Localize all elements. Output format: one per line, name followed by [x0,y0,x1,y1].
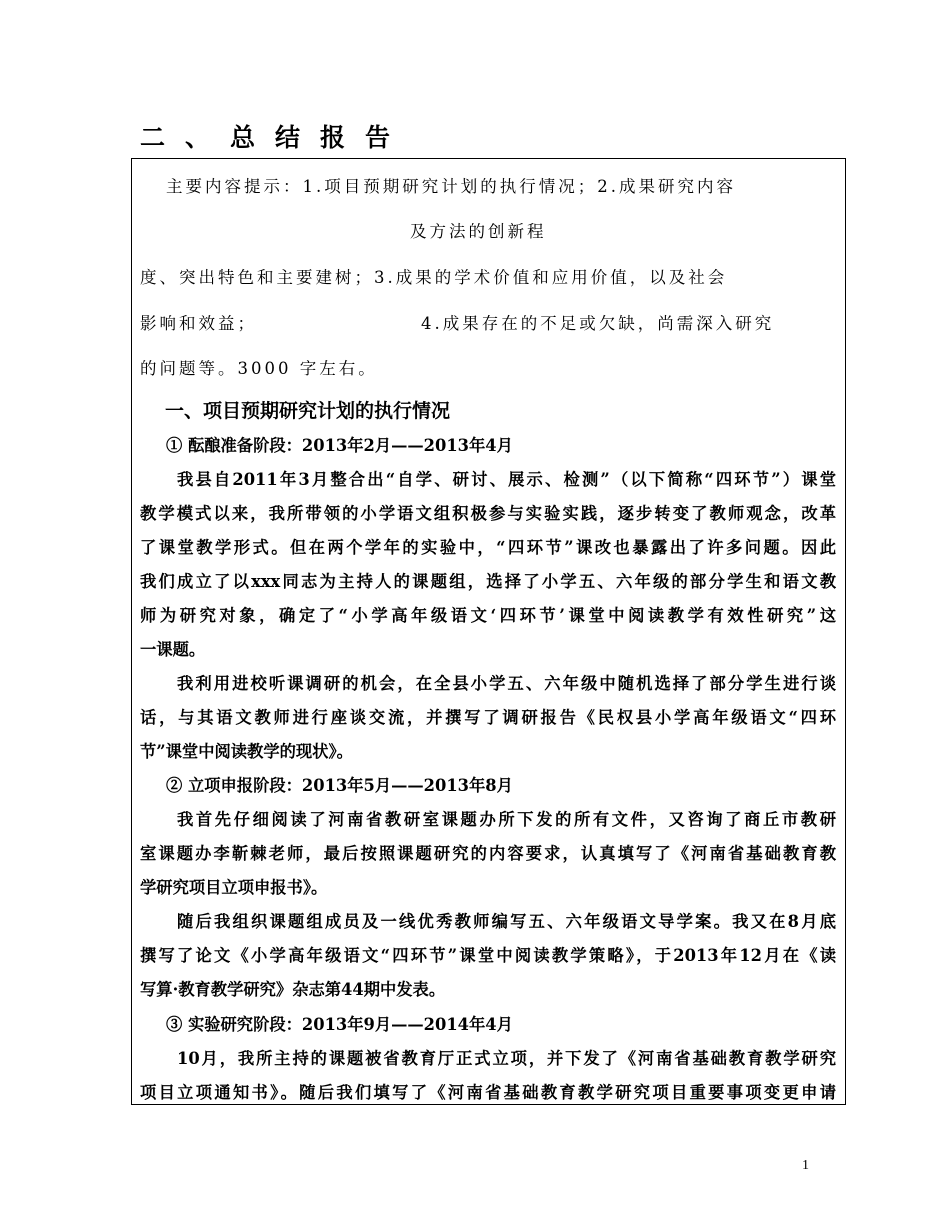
body-line: 写算·教育教学研究》杂志第44期中发表。 [140,980,446,999]
stage-3-title: ③ 实验研究阶段：2013年9月——2014年4月 [166,1015,513,1034]
body-line: 我县自2011年3月整合出“自学、研讨、展示、检测”（以下简称“四环节”）课堂 [177,470,836,489]
hint-line-2: 及方法的创新程 [410,222,547,241]
body-line: 我利用进校听课调研的机会，在全县小学五、六年级中随机选择了部分学生进行谈 [177,674,836,693]
body-line: 话，与其语文教师进行座谈交流，并撰写了调研报告《民权县小学高年级语文“四环 [140,708,836,727]
page-number: 1 [802,1158,809,1173]
section-title: 一、项目预期研究计划的执行情况 [165,400,451,422]
hint-line-5: 的问题等。3000 字左右。 [140,359,378,378]
body-line: 撰写了论文《小学高年级语文“四环节”课堂中阅读教学策略》，于2013年12月在《读 [140,946,836,965]
stage-1-title: ① 酝酿准备阶段：2013年2月——2013年4月 [166,436,513,455]
body-line: 学研究项目立项申报书》。 [140,878,328,897]
body-line: 10月，我所主持的课题被省教育厅正式立项，并下发了《河南省基础教育教学研究 [177,1049,836,1068]
page-heading: 二、总结报告 [140,123,411,152]
body-line: 我们成立了以xxx同志为主持人的课题组，选择了小学五、六年级的部分学生和语文教 [140,572,836,591]
body-line: 室课题办李靳棘老师，最后按照课题研究的内容要求，认真填写了《河南省基础教育教 [140,844,836,863]
hint-line-4a: 影响和效益； [140,314,257,333]
body-line: 随后我组织课题组成员及一线优秀教师编写五、六年级语文导学案。我又在8月底 [177,912,836,931]
body-line: 我首先仔细阅读了河南省教研室课题办所下发的所有文件，又咨询了商丘市教研 [177,810,836,829]
body-line: 节”课堂中阅读教学的现状》。 [140,742,353,761]
body-line: 了课堂教学形式。但在两个学年的实验中，“四环节”课改也暴露出了许多问题。因此 [140,538,836,557]
hint-line-3: 度、突出特色和主要建树；3.成果的学术价值和应用价值，以及社会 [140,268,728,287]
body-line: 项目立项通知书》。随后我们填写了《河南省基础教育教学研究项目重要事项变更申请 [140,1083,836,1102]
stage-2-title: ② 立项申报阶段：2013年5月——2013年8月 [166,776,513,795]
hint-line-1: 主要内容提示：1.项目预期研究计划的执行情况；2.成果研究内容 [166,177,736,196]
hint-line-4b: 4.成果存在的不足或欠缺，尚需深入研究 [421,314,775,333]
body-line: 师为研究对象，确定了“小学高年级语文‘四环节’课堂中阅读教学有效性研究”这 [140,606,836,625]
body-line: 教学模式以来，我所带领的小学语文组积极参与实验实践，逐步转变了教师观念，改革 [140,504,836,523]
body-line: 一课题。 [140,640,206,659]
